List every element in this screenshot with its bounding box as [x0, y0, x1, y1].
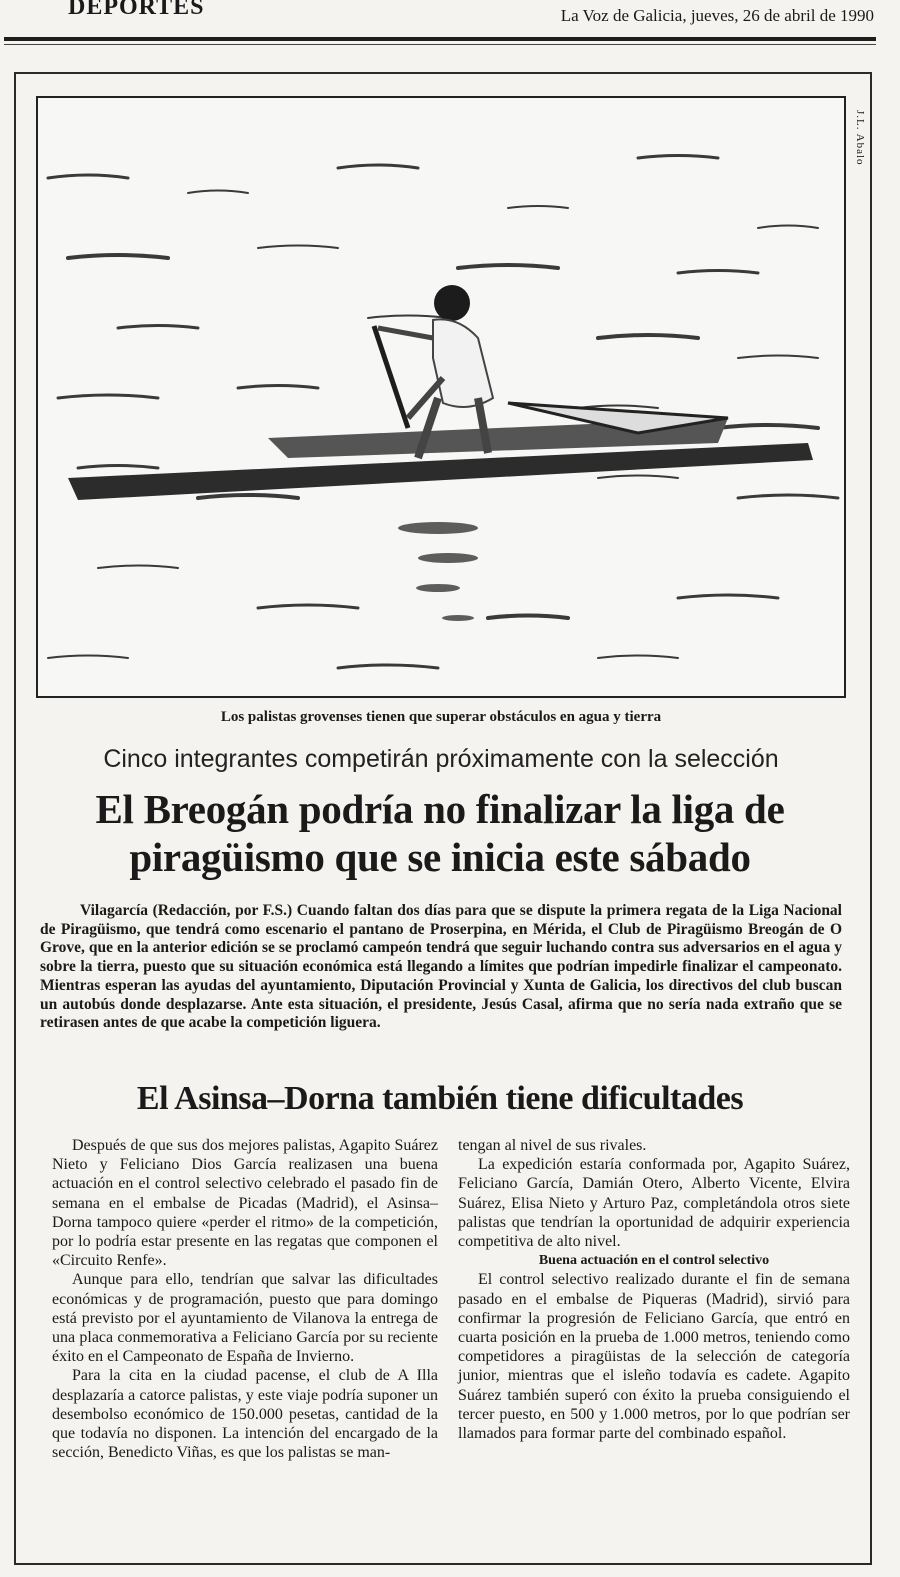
body-paragraph-continuation: tengan al nivel de sus rivales.	[458, 1137, 647, 1154]
masthead-rule-thin	[4, 44, 876, 45]
body-column-right	[458, 1136, 850, 1443]
canoeist-photo	[36, 96, 846, 698]
masthead-rule-thick	[4, 37, 876, 41]
second-headline: El Asinsa–Dorna también tiene dificultades	[136, 1080, 744, 1117]
section-name: DEPORTES	[68, 0, 205, 20]
masthead	[0, 0, 900, 48]
interhead: Buena actuación en el control selectivo	[538, 1253, 770, 1269]
article-lead: Vilagarcía (Redacción, por F.S.) Cuando faltan dos días para que se dispute la primera regata de la Liga Nacional de Piragüismo, que tendrá como escenario el pantano de Proserpina, en Mérida, el Club de Piragüismo Breogán de O Grove, que en la anterior edición se se proclamó campeón tendrá que seguir luchando contra sus adversarios en el agua y sobre la tierra, puesto que su situación económica está llegando a límites que podrían impedirle finalizar el campeonato. Mientras esperan las ayudas del ayuntamiento, Diputación Provincial y Xunta de Galicia, los directivos del club buscan un autobús donde desplazarse. Ante esta situación, el presidente, Jesús Casal, afirma que no sería nada extraño que se retirasen antes de que acabe la competición liguera.	[40, 902, 842, 1032]
body-paragraph: El control selectivo realizado durante el fin de semana pasado en el embalse de Piqueras (Madrid), sirvió para confirmar la progresión de Feliciano García, que entró en cuarta posición en la prueba de 1.000 metros, teniendo como competidores a piragüistas de la selección de categoría junior, mientras que el isleño todavía es cadete. Agapito Suárez también superó con éxito la prueba consiguiendo el tercer puesto, en 500 y 1.000 metros, por lo que podrían ser llamados para formar parte del combinado español.	[458, 1271, 850, 1443]
body-paragraph: Aunque para ello, tendrían que salvar las dificultades económicas y de programación, puesto que para domingo está previsto por el ayuntamiento de Vilanova la entrega de una placa conmemorativa a Feliciano García por su reciente éxito en el Campeonato de España de Invierno.	[52, 1271, 438, 1366]
photo-caption: Los palistas grovenses tienen que superar obstáculos en agua y tierra	[220, 709, 662, 725]
headline-line-2: piragüismo que se inicia este sábado	[129, 834, 751, 880]
headline-line-1: El Breogán podría no finalizar la liga de	[95, 786, 785, 832]
body-paragraph: La expedición estaría conformada por, Agapito Suárez, Feliciano García, Damián Otero, Alberto Vicente, Elvira Suárez, Elisa Nieto y Arturo Paz, completándola otros siete palistas que tendrían la oportunidad de adquirir experiencia competitiva de alto nivel.	[458, 1156, 850, 1251]
article-kicker: Cinco integrantes competirán próximamente con la selección	[103, 745, 779, 773]
article-headline	[40, 785, 840, 881]
publication-dateline: La Voz de Galicia, jueves, 26 de abril de 1990	[560, 6, 874, 25]
body-paragraph: Para la cita en la ciudad pacense, el club de A Illa desplazaría a catorce palistas, y este viaje podría suponer un desembolso económico de 150.000 pesetas, cantidad de la que todavía no disponen. La intención del encargado de la sección, Benedicto Viñas, es que los palistas se man-	[52, 1367, 438, 1462]
body-paragraph: Después de que sus dos mejores palistas, Agapito Suárez Nieto y Feliciano Dios García realizasen una buena actuación en el control selectivo celebrado el pasado fin de semana en el embalse de Picadas (Madrid), el Asinsa–Dorna tampoco quiere «perder el ritmo» de la competición, por lo podría estar presente en las regatas que componen el «Circuito Renfe».	[52, 1137, 438, 1270]
canoe-illustration	[38, 98, 844, 696]
body-column-left	[52, 1136, 438, 1462]
photo-credit: J.L. Abalo	[854, 110, 866, 166]
